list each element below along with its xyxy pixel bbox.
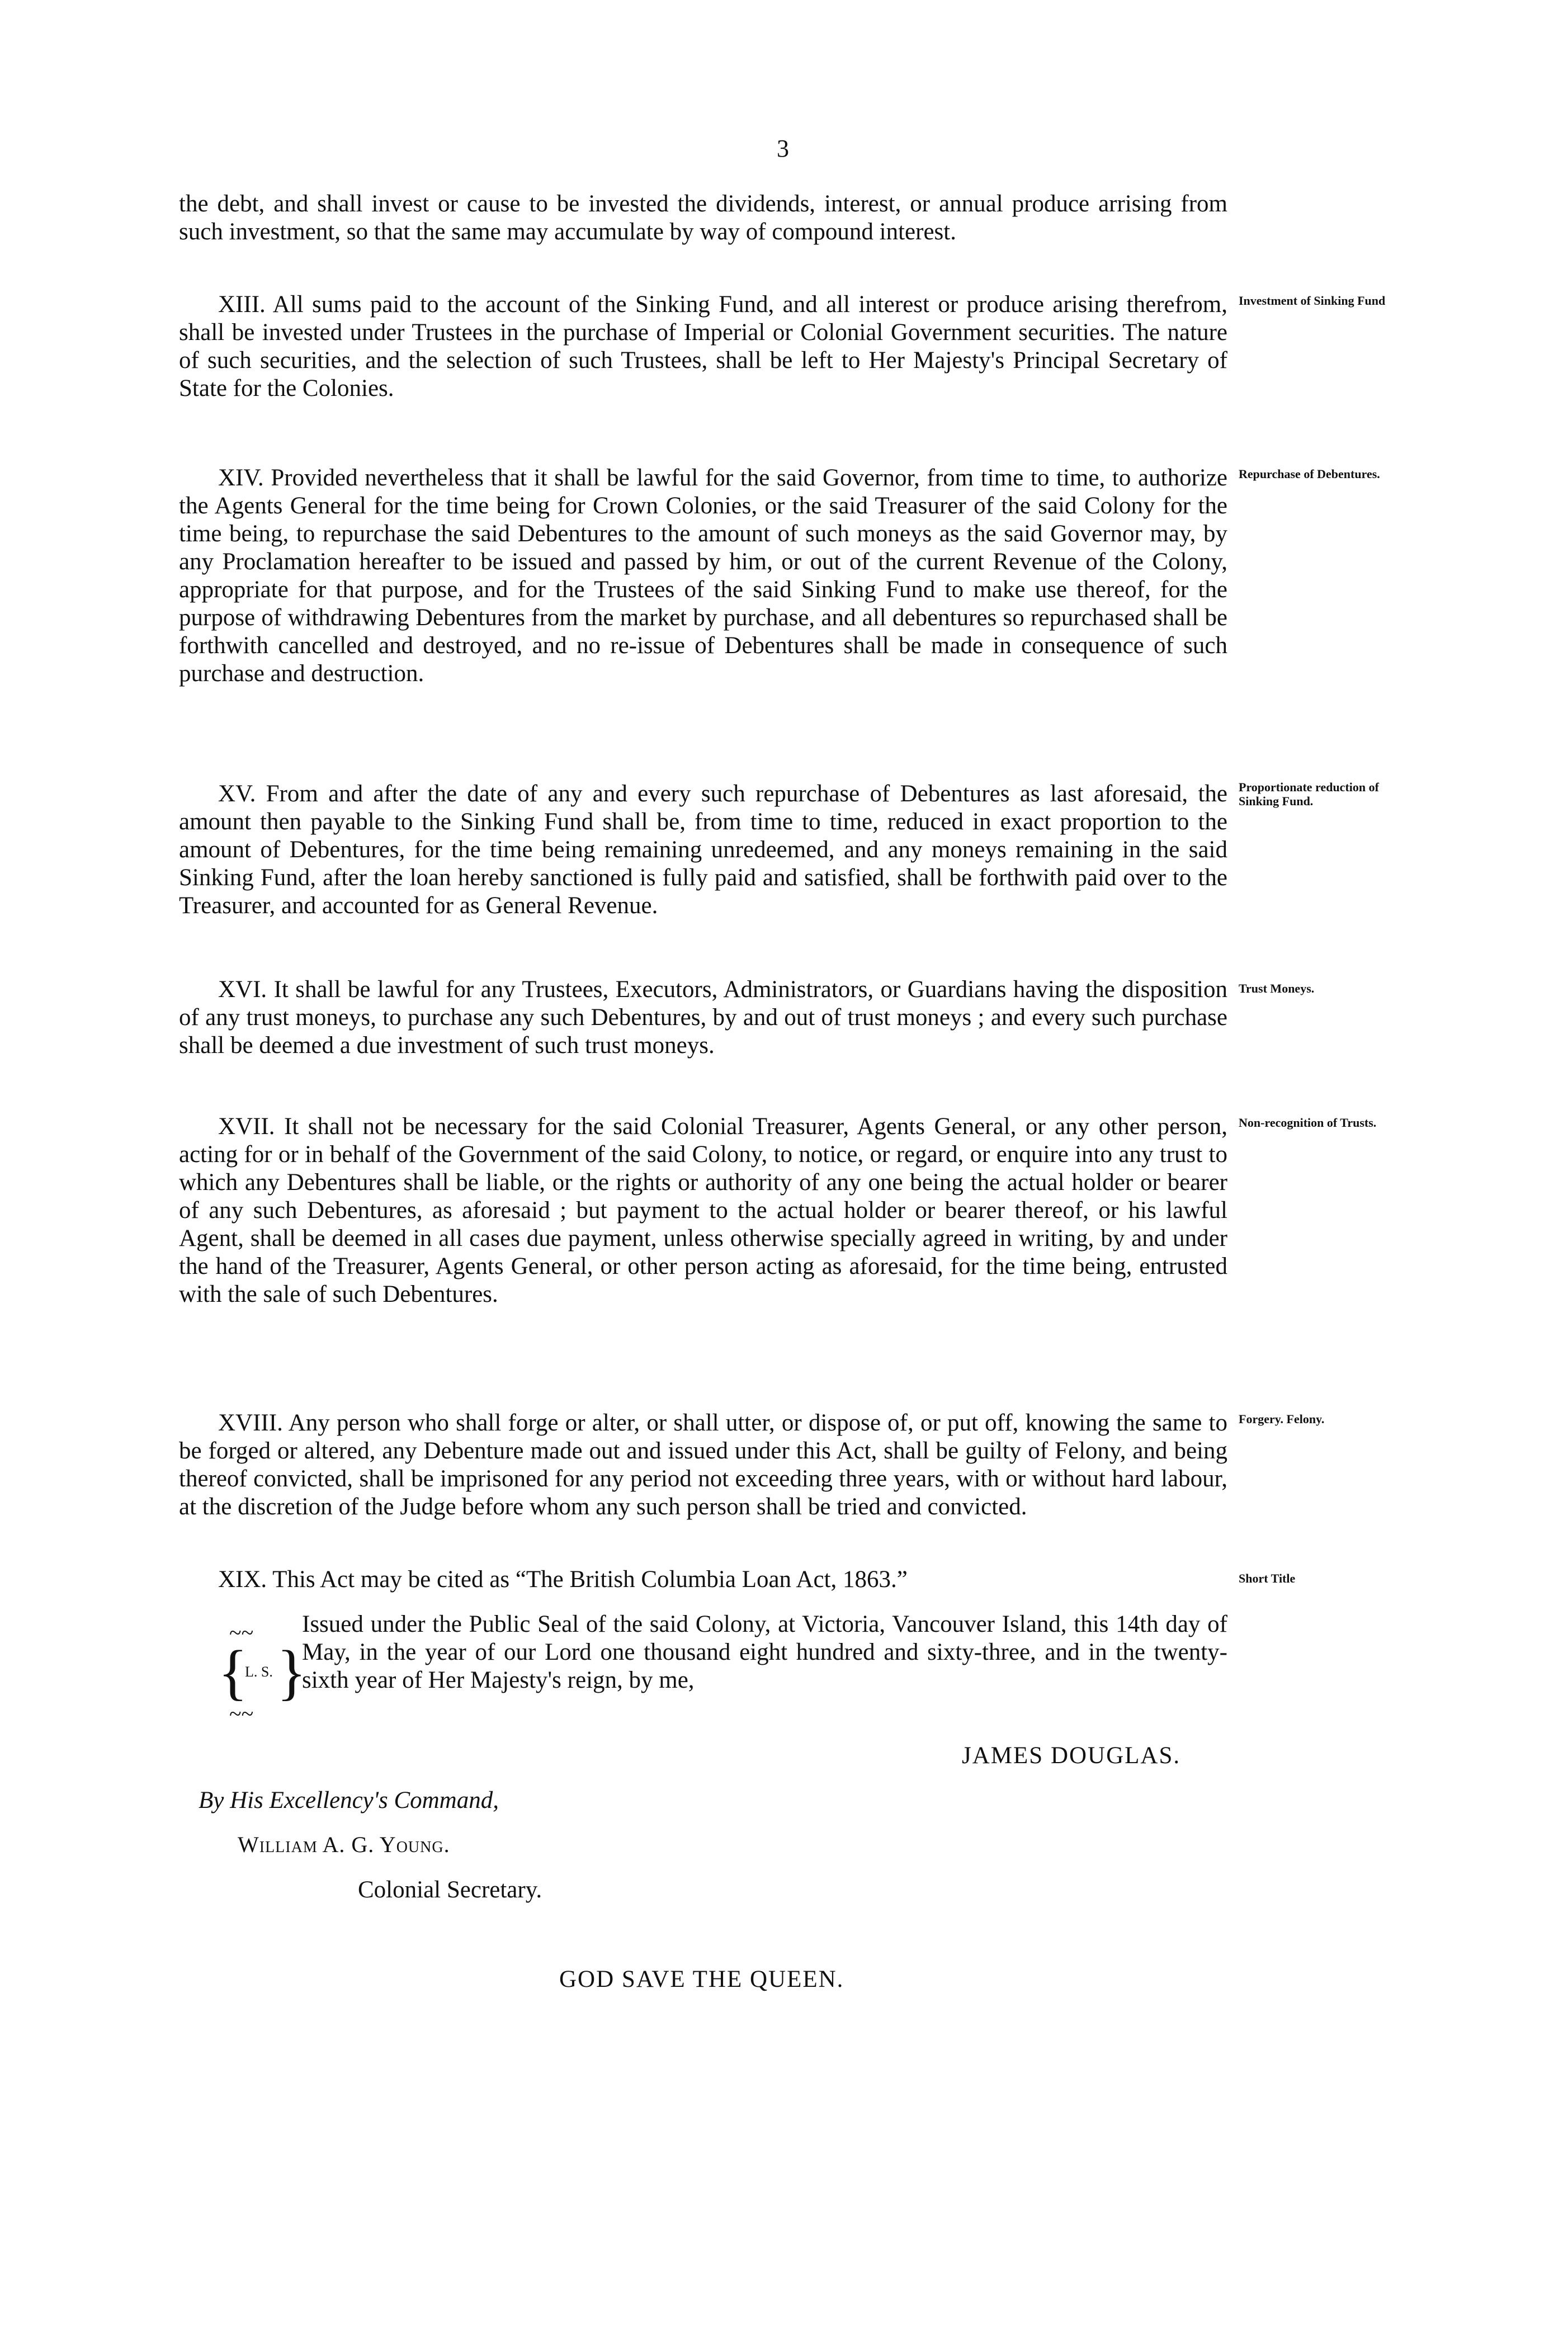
brace-icon: }: [277, 1638, 306, 1706]
closing-line: GOD SAVE THE QUEEN.: [559, 1966, 844, 1992]
section-number: XVIII.: [218, 1410, 283, 1436]
section-text: It shall not be necessary for the said Colonial Treasurer, Agents General, or any other person, acting for or in behalf of the Government of the said Colony, to notice, or regard, or enquire into any trust to which any Debentures shall be liable, or the rights or authority of any one being the actual holder or bearer of any such Debentures, as aforesaid ; but payment to the actual holder or bearer thereof, or his lawful Agent, shall be deemed in all cases due payment, unless otherwise specially agreed in writing, by and under the hand of the Treasurer, Agents General, or other person acting as aforesaid, for the time being, entrusted with the sale of such Debentures.: [179, 1113, 1227, 1307]
margin-note-investment: Investment of Sinking Fund: [1239, 294, 1386, 308]
margin-note-trust-moneys: Trust Moneys.: [1239, 981, 1315, 995]
section-text: It shall be lawful for any Trustees, Executors, Administrators, or Guardians having the disposition of any trust moneys, to purchase any such Debentures, by and out of trust moneys ; and every such purchase shall be deemed a due investment of such trust moneys.: [179, 976, 1227, 1059]
section-xviii: [179, 1409, 1227, 1521]
section-text: From and after the date of any and every such repurchase of Debentures as last aforesaid, the amount then payable to the Sinking Fund shall be, from time to time, reduced in exact proportion to the amount of Debentures, for the time being remaining unredeemed, and any moneys remaining in the said Sinking Fund, after the loan hereby sanctioned is fully paid and satisfied, shall be forthwith paid over to the Treasurer, and accounted for as General Revenue.: [179, 781, 1227, 919]
by-command: By His Excellency's Command,: [199, 1787, 499, 1813]
paragraph-continuation: [179, 190, 1227, 246]
section-text: Any person who shall forge or alter, or shall utter, or dispose of, or put off, knowing the same to be forged or altered, any Debenture made out and issued under this Act, shall be guilty of Felony, and being thereof convicted, shall be imprisoned for any period not exceeding three years, with or without hard labour, at the discretion of the Judge before whom any such person shall be tried and convicted.: [179, 1410, 1227, 1520]
section-xvii: [179, 1113, 1227, 1309]
section-number: XIV.: [218, 465, 264, 491]
margin-note-forgery: Forgery. Felony.: [1239, 1412, 1325, 1426]
margin-note-short-title: Short Title: [1239, 1571, 1296, 1585]
section-xiii: [179, 291, 1227, 403]
section-number: XVII.: [218, 1113, 275, 1140]
margin-note-non-recognition: Non-recognition of Trusts.: [1239, 1116, 1377, 1130]
section-xv: [179, 780, 1227, 920]
secretary-name: William A. G. Young.: [238, 1832, 450, 1857]
page-number: 3: [777, 135, 789, 162]
seal-label: L. S.: [245, 1664, 273, 1680]
paragraph-text: the debt, and shall invest or cause to be invested the dividends, interest, or annual produce arrising from such investment, so that the same may accumulate by way of compound interest.: [179, 191, 1227, 245]
seal-flourish-icon: ~~: [229, 1701, 254, 1726]
section-number: XV.: [218, 781, 256, 807]
section-number: XIX.: [218, 1566, 267, 1593]
section-xiv: [179, 464, 1227, 688]
issued-text: Issued under the Public Seal of the said Colony, at Victoria, Vancouver Island, this 14th day of May, in the year of our Lord one thousand eight hundred and sixty-three, and in the twenty-sixth year of Her Majesty's reign, by me,: [302, 1611, 1227, 1693]
section-text: Provided nevertheless that it shall be lawful for the said Governor, from time to time, to authorize the Agents General for the time being for Crown Colonies, or the said Treasurer of the said Colony for the time being, to repurchase the said Debentures to the amount of such moneys as the said Governor may, by any Proclamation hereafter to be issued and passed by him, or out of the current Revenue of the Colony, appropriate for that purpose, and for the Trustees of the said Sinking Fund to make use thereof, for the purpose of withdrawing Debentures from the market by purchase, and all debentures so repurchased shall be forthwith cancelled and destroyed, and no re-issue of Debentures shall be made in consequence of such purchase and destruction.: [179, 465, 1228, 687]
governor-signature: JAMES DOUGLAS.: [962, 1742, 1181, 1769]
seal-flourish-icon: ~~: [229, 1620, 254, 1645]
section-text: This Act may be cited as “The British Columbia Loan Act, 1863.”: [272, 1566, 908, 1593]
section-text: All sums paid to the account of the Sinking Fund, and all interest or produce arising therefrom, shall be invested under Trustees in the purchase of Imperial or Colonial Government securities. The nature of such securities, and the selection of such Trustees, shall be left to Her Majesty's Principal Secretary of State for the Colonies.: [179, 291, 1227, 402]
section-number: XVI.: [218, 976, 267, 1003]
seal: [218, 1620, 306, 1734]
secretary-title: Colonial Secretary.: [358, 1877, 542, 1903]
margin-note-proportionate: Proportionate reduction of Sinking Fund.: [1239, 780, 1379, 808]
section-number: XIII.: [218, 291, 266, 318]
section-xix: [179, 1566, 1227, 1594]
brace-icon: {: [218, 1638, 248, 1706]
section-xvi: [179, 976, 1227, 1060]
margin-note-repurchase: Repurchase of Debentures.: [1239, 467, 1380, 481]
